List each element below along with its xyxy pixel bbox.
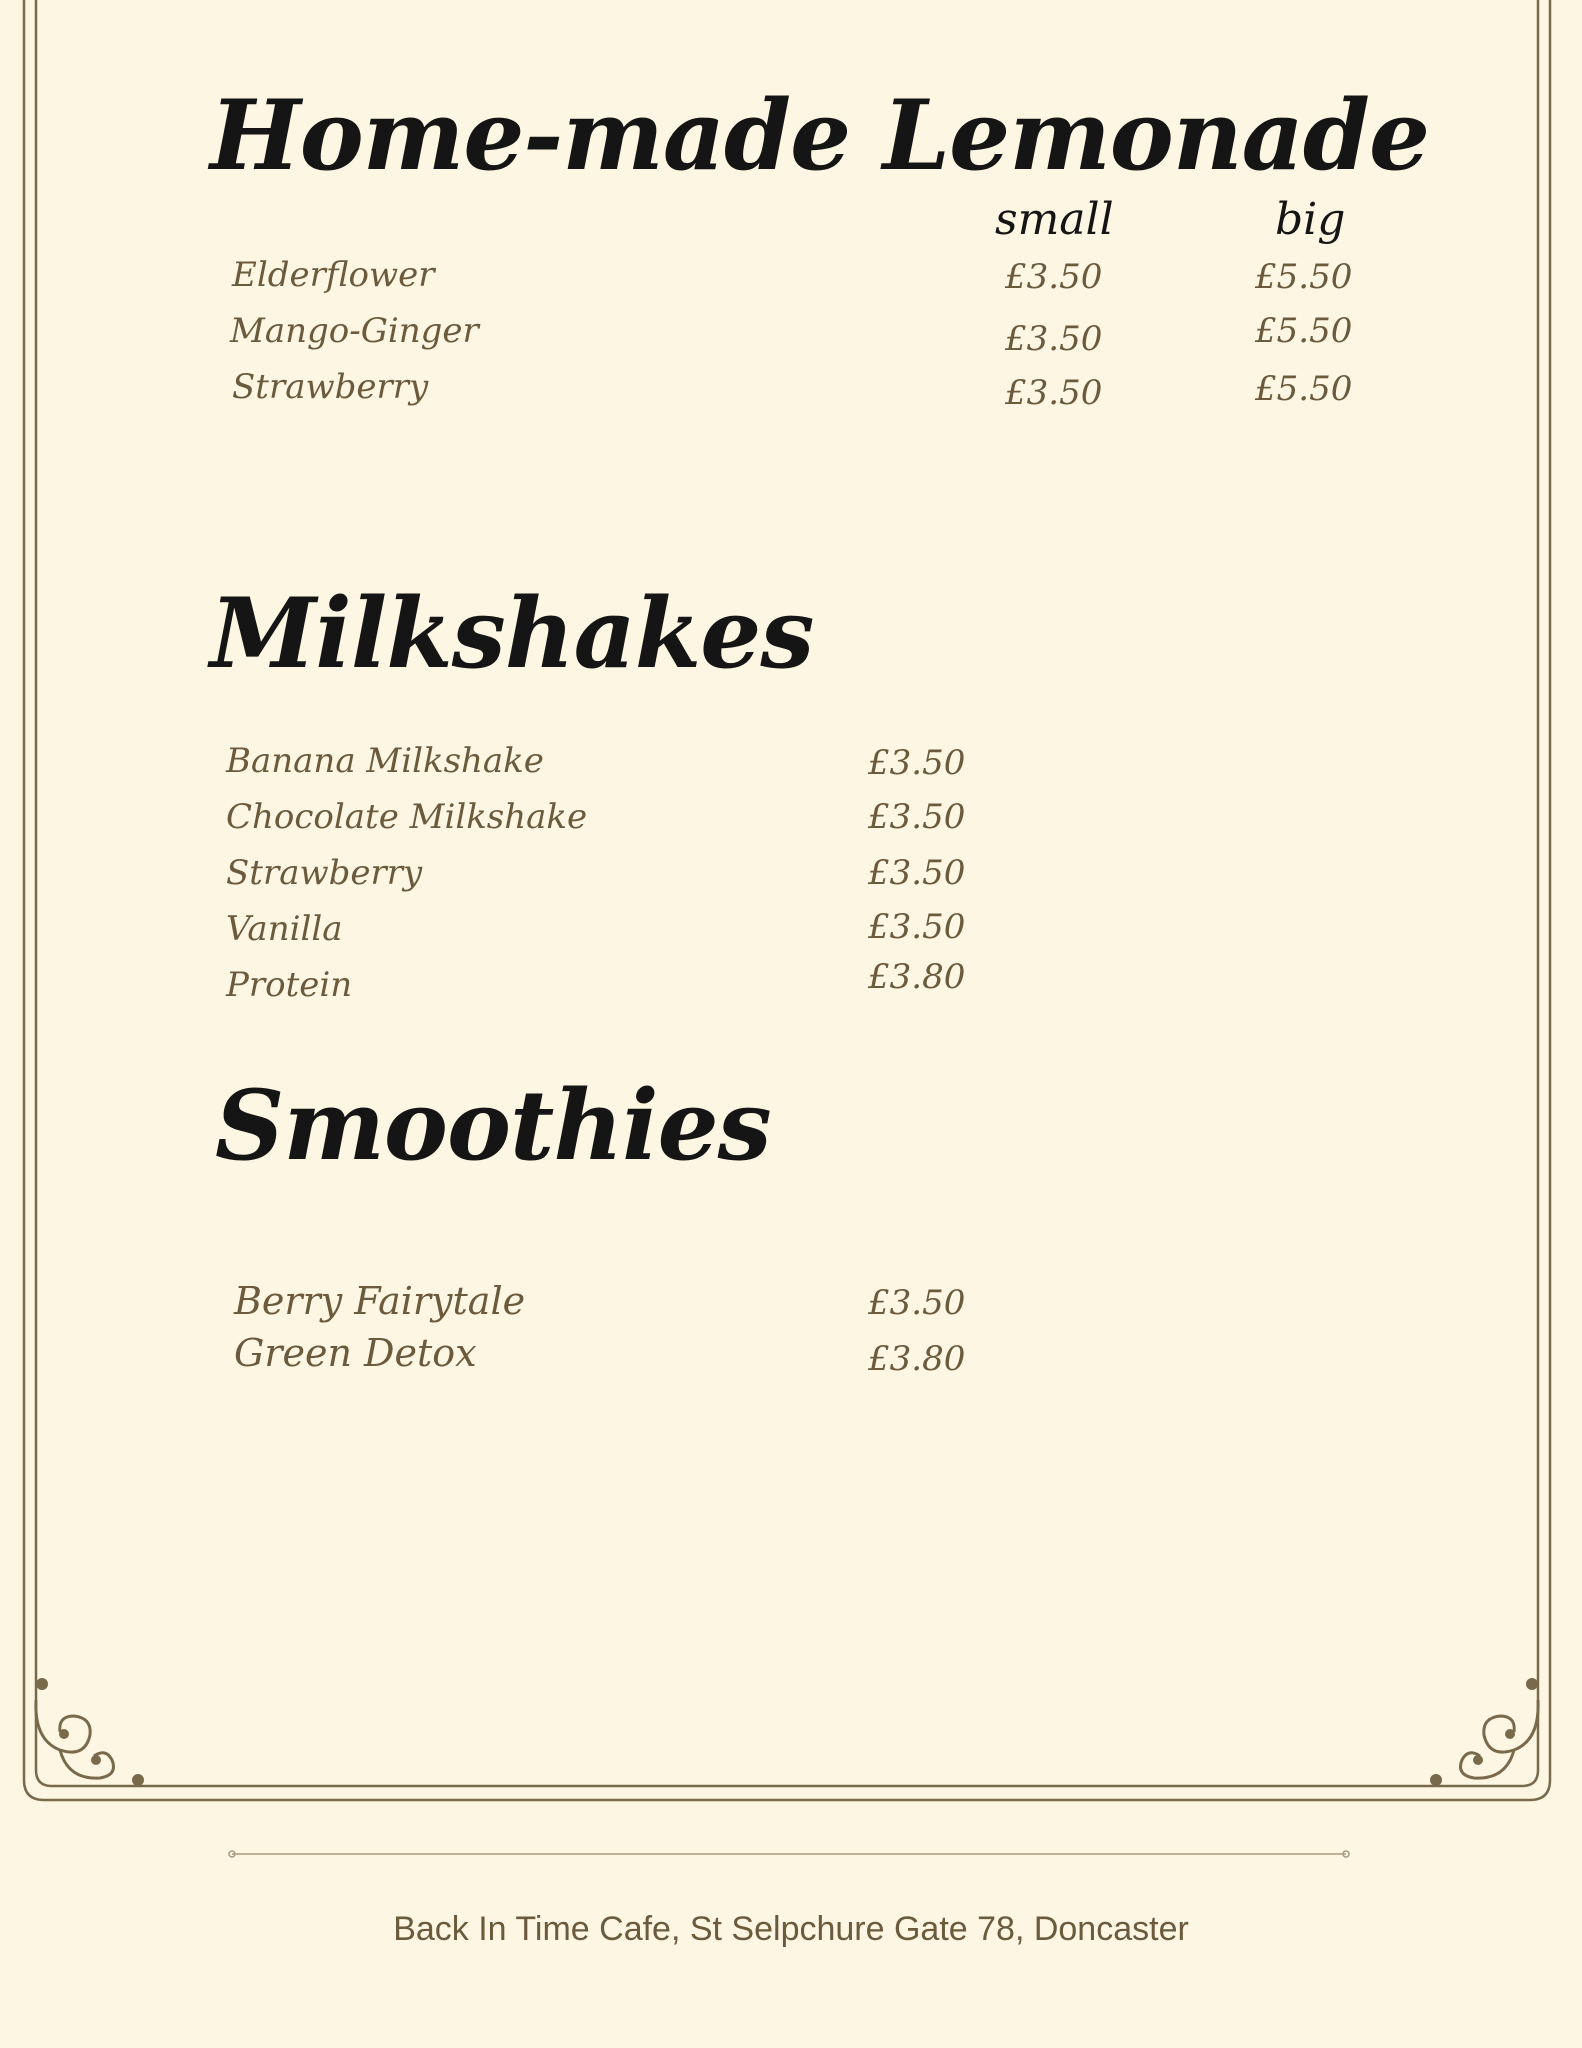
price-small: £3.50 (1005, 257, 1103, 297)
lemonade-heading: Home-made Lemonade (210, 79, 1430, 192)
smoothies-heading: Smoothies (215, 1069, 771, 1182)
corner-flourish-right-icon (1461, 1700, 1539, 1778)
list-item-name: Mango-Ginger (230, 311, 479, 351)
list-item-price: £3.50 (868, 1283, 966, 1323)
list-item-price: £3.80 (868, 957, 966, 997)
footer-address: Back In Time Cafe, St Selpchure Gate 78, Doncaster (393, 1910, 1189, 1948)
price-small: £3.50 (1005, 319, 1103, 359)
corner-flourish-left-icon (36, 1700, 114, 1778)
list-item-name: Vanilla (226, 909, 343, 949)
list-item-price: £3.50 (868, 907, 966, 947)
list-item-name: Strawberry (226, 853, 423, 893)
list-item-name: Protein (226, 965, 353, 1005)
price-big: £5.50 (1255, 369, 1353, 409)
list-item-price: £3.50 (868, 853, 966, 893)
list-item-name: Green Detox (234, 1331, 477, 1375)
column-header-small: small (995, 194, 1114, 245)
price-small: £3.50 (1005, 373, 1103, 413)
list-item-price: £3.50 (868, 797, 966, 837)
list-item-name: Strawberry (232, 367, 429, 407)
list-item-price: £3.50 (868, 743, 966, 783)
list-item-name: Chocolate Milkshake (226, 797, 588, 837)
column-header-big: big (1275, 194, 1346, 245)
milkshakes-heading: Milkshakes (210, 577, 814, 690)
list-item-price: £3.80 (868, 1339, 966, 1379)
list-item-name: Banana Milkshake (226, 741, 544, 781)
list-item-name: Elderflower (232, 255, 435, 295)
list-item-name: Berry Fairytale (234, 1279, 526, 1323)
price-big: £5.50 (1255, 311, 1353, 351)
price-big: £5.50 (1255, 257, 1353, 297)
